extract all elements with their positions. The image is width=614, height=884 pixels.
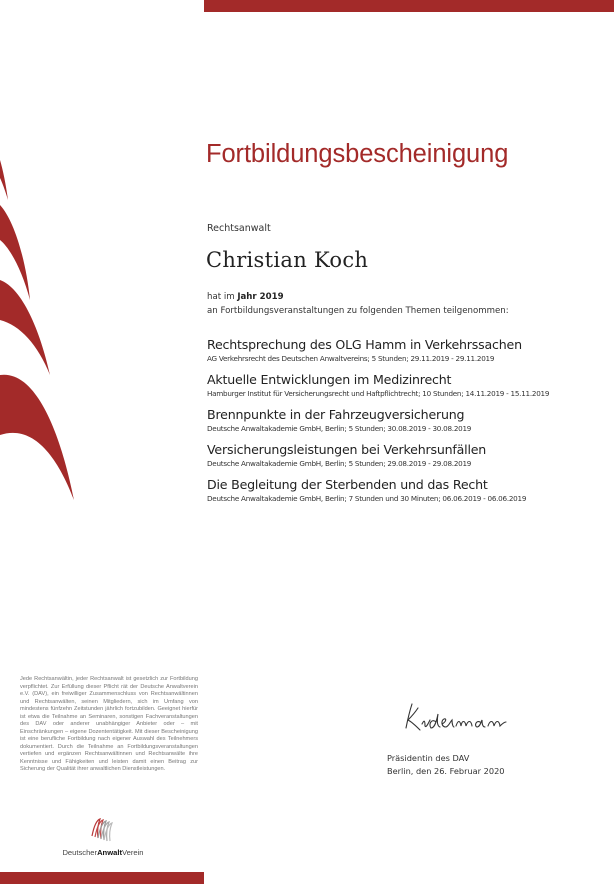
bottom-red-bar: [0, 872, 204, 884]
dav-logo: [58, 816, 148, 857]
decorative-swoosh-icon: [0, 130, 90, 510]
signature-icon: [396, 700, 536, 736]
event-detail: Deutsche Anwaltakademie GmbH, Berlin; 5 Stunden; 30.08.2019 - 30.08.2019: [207, 424, 472, 433]
event-detail: Deutsche Anwaltakademie GmbH, Berlin; 5 Stunden; 29.08.2019 - 29.08.2019: [207, 459, 472, 468]
logo-text-part2: Anwalt: [97, 848, 122, 857]
certificate-title: Fortbildungsbescheinigung: [206, 140, 509, 168]
logo-text-part1: Deutscher: [62, 848, 98, 857]
event-title: Aktuelle Entwicklungen im Medizinrecht: [207, 372, 452, 387]
dav-logo-icon: [88, 816, 118, 842]
event-item: [207, 371, 607, 399]
intro-text: [207, 290, 509, 318]
dav-logo-text: [58, 848, 148, 857]
recipient-role: Rechtsanwalt: [207, 223, 271, 234]
event-detail: AG Verkehrsrecht des Deutschen Anwaltvereins; 5 Stunden; 29.11.2019 - 29.11.2019: [207, 354, 495, 363]
signatory-title: Präsidentin des DAV: [387, 753, 470, 763]
recipient-name: Christian Koch: [206, 248, 369, 272]
intro-prefix: hat im: [207, 292, 238, 302]
event-title: Rechtsprechung des OLG Hamm in Verkehrssachen: [207, 337, 522, 352]
event-list: [207, 336, 607, 511]
event-title: Die Begleitung der Sterbenden und das Recht: [207, 477, 488, 492]
event-item: [207, 476, 607, 504]
event-title: Versicherungsleistungen bei Verkehrsunfällen: [207, 442, 487, 457]
event-detail: Hamburger Institut für Versicherungsrecht und Haftpflichtrecht; 10 Stunden; 14.11.2019 - 15.11.2019: [207, 389, 550, 398]
event-title: Brennpunkte in der Fahrzeugversicherung: [207, 407, 465, 422]
intro-line2: an Fortbildungsveranstaltungen zu folgenden Themen teilgenommen:: [207, 306, 509, 316]
signatory-block: [387, 752, 505, 778]
event-item: [207, 406, 607, 434]
legal-notice: Jede Rechtsanwältin, jeder Rechtsanwalt ist gesetzlich zur Fortbildung verpflichtet. Zur Erfüllung dieser Pflicht rät der Deutsche Anwaltverein e.V. (DAV), ein freiwilliger Zusammenschluss von Rechtsanwältinnen und Rechtsanwälten, seinen Mitgliedern, sich im Umfang von mindestens fünfzehn Zeitstunden jährlich fortzubilden. Geeignet hierfür ist etwa die Teilnahme an Seminaren, sonstigen Fachveranstaltungen des DAV oder anderer unabhängiger Anbieter oder – mit Einschränkungen – eigene Dozententätigkeit. Mit dieser Bescheinigung ist eine berufliche Fortbildung nach eigener Auswahl des Teilnehmers dokumentiert. Durch die Teilnahme an Fortbildungsveranstaltungen vertiefen und ergänzen Rechtsanwältinnen und Rechtsanwälte ihre Kenntnisse und Fähigkeiten und leisten damit einen Beitrag zur Sicherung der Qualität ihrer anwaltlichen Dienstleistungen.: [20, 676, 198, 772]
event-detail: Deutsche Anwaltakademie GmbH, Berlin; 7 Stunden und 30 Minuten; 06.06.2019 - 06.06.2019: [207, 494, 527, 503]
logo-text-part3: Verein: [121, 848, 144, 857]
event-item: [207, 441, 607, 469]
signature-place-date: Berlin, den 26. Februar 2020: [387, 766, 505, 776]
event-item: [207, 336, 607, 364]
top-red-bar: [204, 0, 614, 12]
intro-year: Jahr 2019: [237, 292, 284, 302]
